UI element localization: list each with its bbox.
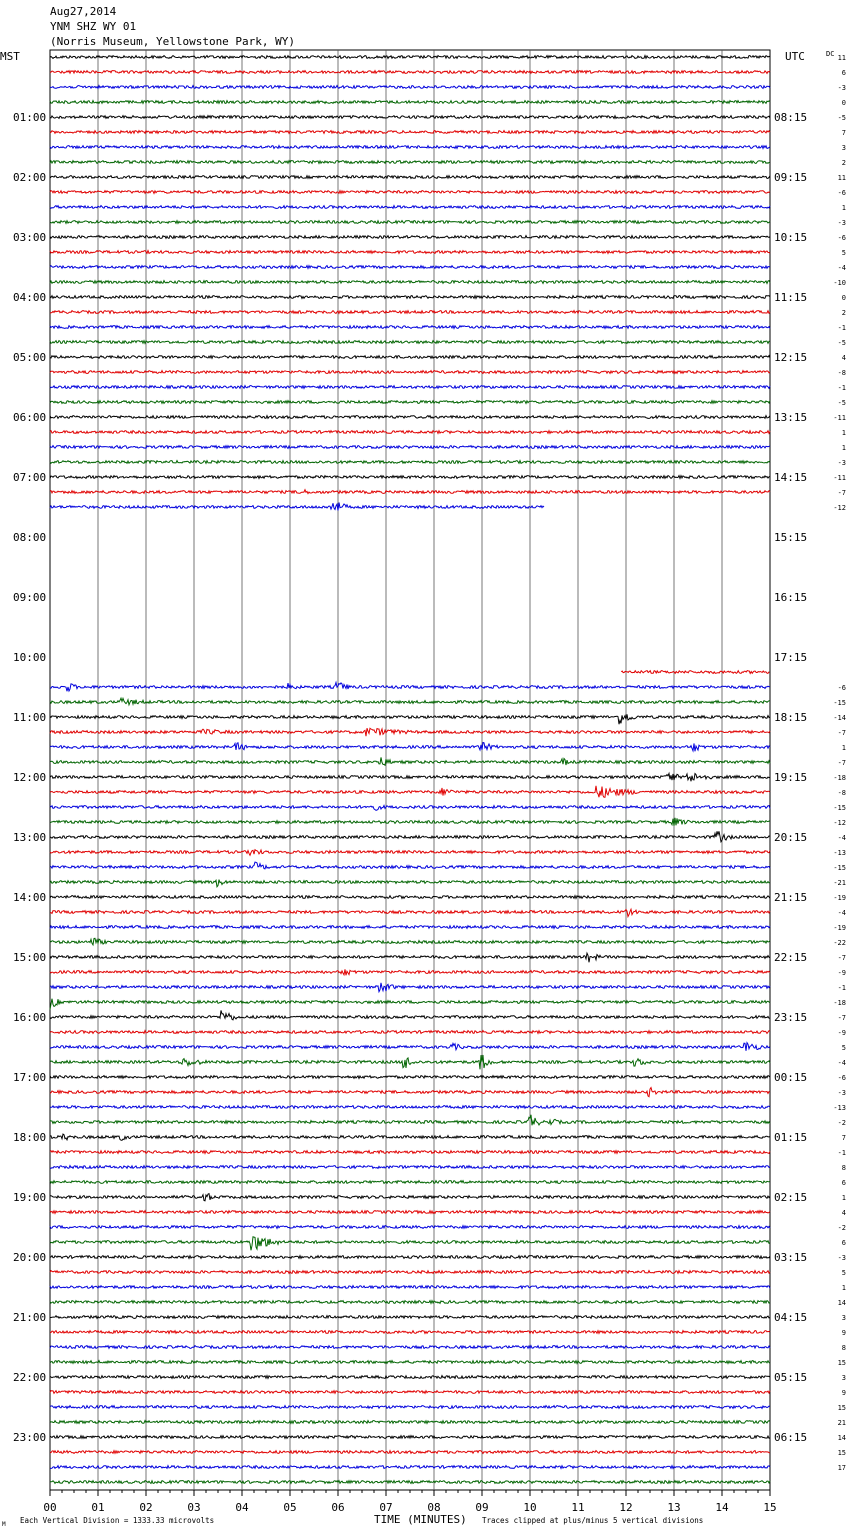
trace-row-69 <box>50 1088 770 1097</box>
plot-frame <box>50 50 770 1490</box>
trace-row-67 <box>50 1055 770 1069</box>
right-timezone: UTC <box>785 50 805 63</box>
dc-offset: 14 <box>837 1434 846 1442</box>
dc-offset: -3 <box>837 219 846 227</box>
dc-offset: -6 <box>837 1074 846 1082</box>
trace-row-49 <box>50 786 770 798</box>
left-hour-label: 17:00 <box>13 1071 47 1084</box>
right-hour-label: 00:15 <box>774 1071 808 1084</box>
dc-offset: -4 <box>837 909 846 917</box>
footer-division-note: Each Vertical Division = 1333.33 microvolts <box>20 1516 215 1525</box>
x-tick-label: 02 <box>139 1501 153 1514</box>
dc-offset: -2 <box>837 1119 846 1127</box>
dc-label: DC <box>826 50 835 58</box>
left-hour-label: 05:00 <box>13 351 47 364</box>
dc-offset: -18 <box>833 774 846 782</box>
dc-offset: 6 <box>841 1179 846 1187</box>
trace-row-94 <box>50 1466 770 1469</box>
trace-row-1 <box>50 71 770 74</box>
x-tick-label: 09 <box>475 1501 489 1514</box>
dc-offset: -15 <box>833 804 846 812</box>
trace-row-51 <box>50 818 770 826</box>
trace-row-75 <box>50 1181 770 1184</box>
dc-offset: -15 <box>833 864 846 872</box>
trace-row-70 <box>50 1106 770 1109</box>
dc-offset: -3 <box>837 1254 846 1262</box>
dc-offset: 11 <box>837 174 846 182</box>
dc-offset: 1 <box>841 429 846 437</box>
x-tick-label: 08 <box>427 1501 441 1514</box>
trace-row-2 <box>50 86 770 89</box>
left-hour-label: 21:00 <box>13 1311 47 1324</box>
left-hour-label: 06:00 <box>13 411 47 424</box>
dc-offset: -2 <box>837 1224 846 1232</box>
left-hour-label: 19:00 <box>13 1191 47 1204</box>
dc-offset: -1 <box>837 324 846 332</box>
dc-offset: 3 <box>841 1314 846 1322</box>
dc-offset: -3 <box>837 459 846 467</box>
trace-row-89 <box>50 1391 770 1394</box>
dc-offset: 15 <box>837 1404 846 1412</box>
dc-offset: -10 <box>833 279 846 287</box>
trace-row-77 <box>50 1211 770 1214</box>
trace-row-16 <box>50 296 770 299</box>
dc-offset: -7 <box>837 489 846 497</box>
trace-row-8 <box>50 176 770 179</box>
left-hour-label: 04:00 <box>13 291 47 304</box>
dc-offset: -8 <box>837 369 846 377</box>
dc-offset: -9 <box>837 1029 846 1037</box>
left-hour-label: 22:00 <box>13 1371 47 1384</box>
dc-offset: -15 <box>833 699 846 707</box>
trace-row-21 <box>50 371 770 374</box>
trace-row-57 <box>50 909 770 916</box>
trace-row-46 <box>50 743 770 752</box>
dc-offset: 0 <box>841 294 846 302</box>
trace-row-93 <box>50 1451 770 1454</box>
trace-row-43 <box>50 698 770 705</box>
trace-row-23 <box>50 401 770 404</box>
trace-row-26 <box>50 446 770 449</box>
dc-offset: 2 <box>841 309 846 317</box>
left-hour-label: 12:00 <box>13 771 47 784</box>
dc-offset: -5 <box>837 114 846 122</box>
trace-row-14 <box>50 266 770 269</box>
left-hour-label: 09:00 <box>13 591 47 604</box>
dc-offset: 2 <box>841 159 846 167</box>
trace-row-4 <box>50 116 770 119</box>
trace-row-48 <box>50 773 770 781</box>
dc-offset: 1 <box>841 444 846 452</box>
x-tick-label: 12 <box>619 1501 633 1514</box>
right-hour-label: 22:15 <box>774 951 808 964</box>
trace-row-60 <box>50 953 770 962</box>
trace-row-59 <box>50 938 770 945</box>
right-hour-label: 16:15 <box>774 591 808 604</box>
trace-row-27 <box>50 461 770 464</box>
trace-row-64 <box>50 1010 770 1020</box>
trace-row-22 <box>50 386 770 389</box>
x-tick-label: 06 <box>331 1501 345 1514</box>
dc-offset: 21 <box>837 1419 846 1427</box>
x-axis <box>43 1490 776 1514</box>
dc-offset: 6 <box>841 1239 846 1247</box>
trace-row-65 <box>50 1031 770 1034</box>
dc-offset: 4 <box>841 1209 846 1217</box>
trace-row-82 <box>50 1286 770 1289</box>
dc-offset: -1 <box>837 1149 846 1157</box>
trace-row-42 <box>50 683 770 692</box>
trace-row-20 <box>50 356 770 359</box>
right-hour-label: 23:15 <box>774 1011 808 1024</box>
trace-row-18 <box>50 326 770 329</box>
dc-offset: 11 <box>837 54 846 62</box>
trace-row-10 <box>50 206 770 209</box>
right-hour-label: 21:15 <box>774 891 808 904</box>
dc-offset: -6 <box>837 684 846 692</box>
dc-offset: -19 <box>833 894 846 902</box>
x-tick-label: 11 <box>571 1501 585 1514</box>
left-hour-label: 16:00 <box>13 1011 47 1024</box>
trace-row-87 <box>50 1361 770 1364</box>
right-hour-label: 14:15 <box>774 471 808 484</box>
dc-offset: -3 <box>837 1089 846 1097</box>
trace-row-54 <box>50 862 770 869</box>
dc-offset: -5 <box>837 339 846 347</box>
trace-row-6 <box>50 146 770 149</box>
trace-row-0 <box>50 56 770 59</box>
dc-offset: -22 <box>833 939 846 947</box>
left-hour-label: 13:00 <box>13 831 47 844</box>
trace-row-78 <box>50 1226 770 1229</box>
trace-row-83 <box>50 1301 770 1304</box>
left-hour-label: 01:00 <box>13 111 47 124</box>
dc-offset: -7 <box>837 729 846 737</box>
trace-row-28 <box>50 476 770 479</box>
dc-offset: -6 <box>837 189 846 197</box>
trace-row-63 <box>50 999 770 1010</box>
x-tick-label: 01 <box>91 1501 105 1514</box>
x-tick-label: 04 <box>235 1501 249 1514</box>
trace-row-45 <box>50 728 770 736</box>
left-hour-label: 20:00 <box>13 1251 47 1264</box>
trace-row-91 <box>50 1421 770 1424</box>
dc-offset: 3 <box>841 1374 846 1382</box>
seismic-traces <box>50 56 770 1484</box>
trace-row-86 <box>50 1346 770 1349</box>
dc-offset: 1 <box>841 744 846 752</box>
right-hour-label: 09:15 <box>774 171 808 184</box>
right-hour-label: 18:15 <box>774 711 808 724</box>
dc-offset: -12 <box>833 819 846 827</box>
trace-row-76 <box>50 1194 770 1201</box>
right-hour-label: 08:15 <box>774 111 808 124</box>
trace-row-9 <box>50 191 770 194</box>
left-hour-label: 02:00 <box>13 171 47 184</box>
dc-offset: 8 <box>841 1164 846 1172</box>
trace-row-56 <box>50 896 770 899</box>
trace-row-72 <box>50 1134 770 1140</box>
right-hour-label: 05:15 <box>774 1371 808 1384</box>
dc-offset: 3 <box>841 144 846 152</box>
dc-offset-labels <box>833 54 846 1472</box>
header-station: YNM SHZ WY 01 <box>50 20 137 33</box>
trace-row-3 <box>50 101 770 104</box>
trace-row-5 <box>50 131 770 134</box>
right-hour-label: 20:15 <box>774 831 808 844</box>
left-hour-label: 03:00 <box>13 231 47 244</box>
left-hour-label: 08:00 <box>13 531 47 544</box>
dc-offset: 5 <box>841 249 846 257</box>
dc-offset: 9 <box>841 1389 846 1397</box>
dc-offset: 4 <box>841 354 846 362</box>
trace-row-19 <box>50 341 770 344</box>
trace-row-85 <box>50 1331 770 1334</box>
right-hour-label: 01:15 <box>774 1131 808 1144</box>
trace-row-81 <box>50 1271 770 1274</box>
dc-offset: -7 <box>837 1014 846 1022</box>
trace-row-71 <box>50 1115 770 1126</box>
trace-row-50 <box>50 806 770 811</box>
left-hour-label: 07:00 <box>13 471 47 484</box>
trace-row-90 <box>50 1406 770 1409</box>
right-hour-label: 13:15 <box>774 411 808 424</box>
right-hour-label: 04:15 <box>774 1311 808 1324</box>
x-tick-label: 07 <box>379 1501 393 1514</box>
trace-row-11 <box>50 221 770 224</box>
dc-offset: -4 <box>837 1059 846 1067</box>
dc-offset: 5 <box>841 1269 846 1277</box>
trace-row-12 <box>50 236 770 239</box>
dc-offset: -11 <box>833 414 846 422</box>
x-tick-label: 13 <box>667 1501 681 1514</box>
trace-row-58 <box>50 926 770 929</box>
dc-offset: -11 <box>833 474 846 482</box>
trace-row-52 <box>50 831 770 842</box>
right-hour-label: 02:15 <box>774 1191 808 1204</box>
trace-row-25 <box>50 431 770 434</box>
dc-offset: -4 <box>837 264 846 272</box>
right-hour-label: 06:15 <box>774 1431 808 1444</box>
right-hour-label: 12:15 <box>774 351 808 364</box>
trace-row-84 <box>50 1316 770 1319</box>
dc-offset: 1 <box>841 204 846 212</box>
trace-row-17 <box>50 311 770 314</box>
footer-corner-mark: M <box>2 1521 6 1528</box>
trace-row-92 <box>50 1436 770 1439</box>
dc-offset: -19 <box>833 924 846 932</box>
right-hour-label: 19:15 <box>774 771 808 784</box>
x-tick-label: 03 <box>187 1501 201 1514</box>
trace-row-29 <box>50 490 770 494</box>
footer-clip-note: Traces clipped at plus/minus 5 vertical divisions <box>482 1516 704 1525</box>
dc-offset: -4 <box>837 834 846 842</box>
dc-offset: 14 <box>837 1299 846 1307</box>
header-date: Aug27,2014 <box>50 5 117 18</box>
x-tick-label: 10 <box>523 1501 537 1514</box>
trace-row-88 <box>50 1376 770 1379</box>
right-hour-label: 17:15 <box>774 651 808 664</box>
dc-offset: -12 <box>833 504 846 512</box>
trace-row-74 <box>50 1166 770 1169</box>
x-tick-label: 05 <box>283 1501 297 1514</box>
header-location: (Norris Museum, Yellowstone Park, WY) <box>50 35 296 48</box>
dc-offset: 5 <box>841 1044 846 1052</box>
trace-row-53 <box>50 850 770 856</box>
right-hour-label: 15:15 <box>774 531 808 544</box>
x-tick-label: 00 <box>43 1501 57 1514</box>
trace-row-47 <box>50 757 770 765</box>
dc-offset: -6 <box>837 234 846 242</box>
trace-row-13 <box>50 251 770 254</box>
dc-offset: 7 <box>841 129 846 137</box>
dc-offset: -13 <box>833 849 846 857</box>
dc-offset: 1 <box>841 1194 846 1202</box>
trace-row-68 <box>50 1076 770 1079</box>
dc-offset: -13 <box>833 1104 846 1112</box>
left-hour-label: 15:00 <box>13 951 47 964</box>
dc-offset: 17 <box>837 1464 846 1472</box>
x-tick-label: 15 <box>763 1501 777 1514</box>
right-hour-label: 11:15 <box>774 291 808 304</box>
trace-row-7 <box>50 161 770 164</box>
right-hour-label: 10:15 <box>774 231 808 244</box>
trace-row-79 <box>50 1237 770 1251</box>
left-timezone: MST <box>0 50 20 63</box>
right-hour-label: 03:15 <box>774 1251 808 1264</box>
dc-offset: -1 <box>837 984 846 992</box>
trace-row-44 <box>50 714 770 724</box>
dc-offset: -7 <box>837 759 846 767</box>
dc-offset: -5 <box>837 399 846 407</box>
dc-offset: -21 <box>833 879 846 887</box>
trace-row-61 <box>50 969 770 975</box>
dc-offset: 15 <box>837 1359 846 1367</box>
dc-offset: 15 <box>837 1449 846 1457</box>
dc-offset: -9 <box>837 969 846 977</box>
trace-row-24 <box>50 416 770 419</box>
x-tick-label: 14 <box>715 1501 729 1514</box>
dc-offset: 9 <box>841 1329 846 1337</box>
dc-offset: 6 <box>841 69 846 77</box>
trace-row-62 <box>50 983 770 992</box>
left-hour-label: 14:00 <box>13 891 47 904</box>
dc-offset: 7 <box>841 1134 846 1142</box>
trace-row-80 <box>50 1256 770 1259</box>
trace-row-41 <box>621 671 769 674</box>
trace-row-55 <box>50 880 770 887</box>
dc-offset: -18 <box>833 999 846 1007</box>
x-axis-title: TIME (MINUTES) <box>374 1513 467 1526</box>
dc-offset: -8 <box>837 789 846 797</box>
trace-row-73 <box>50 1151 770 1154</box>
left-hour-label: 23:00 <box>13 1431 47 1444</box>
trace-row-95 <box>50 1481 770 1484</box>
left-hour-label: 10:00 <box>13 651 47 664</box>
left-hour-label: 18:00 <box>13 1131 47 1144</box>
dc-offset: 0 <box>841 99 846 107</box>
dc-offset: -3 <box>837 84 846 92</box>
dc-offset: -1 <box>837 384 846 392</box>
dc-offset: 8 <box>841 1344 846 1352</box>
trace-row-15 <box>50 281 770 284</box>
trace-row-66 <box>50 1043 770 1051</box>
left-hour-label: 11:00 <box>13 711 47 724</box>
trace-row-30 <box>50 503 544 511</box>
dc-offset: -7 <box>837 954 846 962</box>
dc-offset: 1 <box>841 1284 846 1292</box>
dc-offset: -14 <box>833 714 846 722</box>
